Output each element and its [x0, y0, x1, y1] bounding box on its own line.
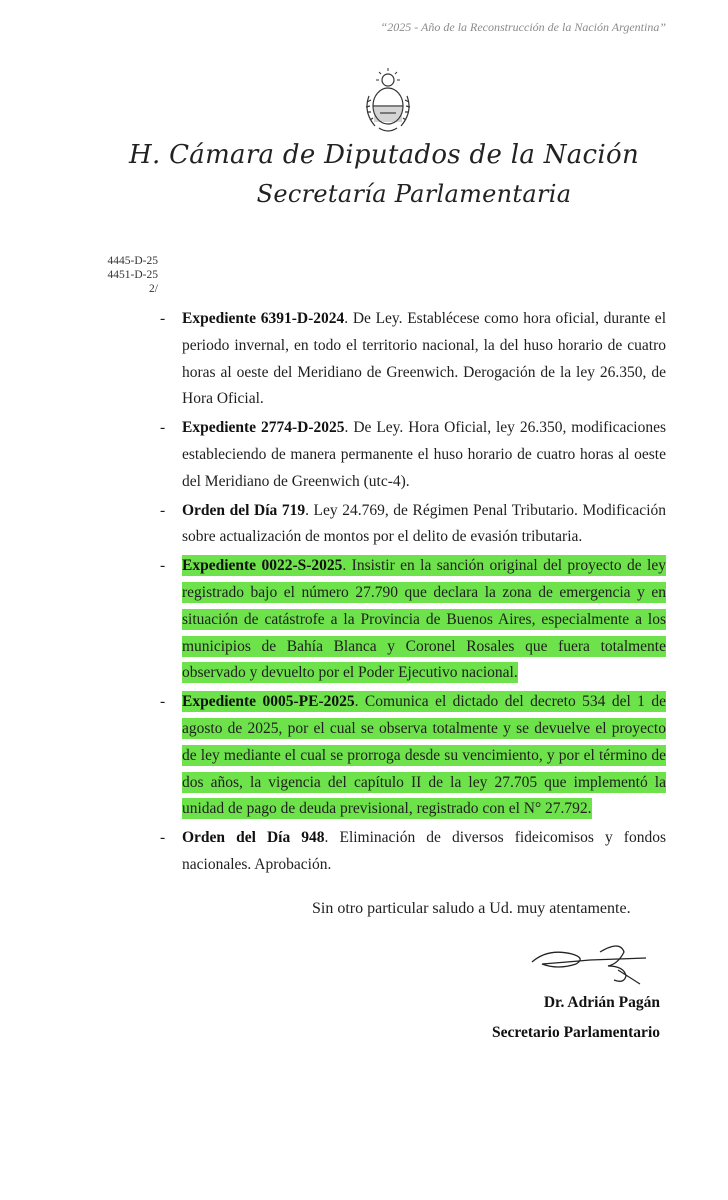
- agenda-item-highlighted: [160, 689, 666, 823]
- institution-heading: H. Cámara de Diputados de la Nación: [128, 140, 640, 170]
- item-text: . De Ley. Hora Oficial, ley 26.350, modificaciones estableciendo de manera permanente el huso horario de cuatro horas al oeste del Meridiano de Greenwich (utc-4).: [182, 419, 666, 490]
- list-bullet: -: [160, 501, 166, 519]
- agenda-item: [160, 415, 666, 495]
- agenda-list: [160, 306, 666, 881]
- item-text: . Insistir en la sanción original del proyecto de ley registrado bajo el número 27.790 que declara la zona de emergencia y en situación de catástrofe a la Provincia de Buenos Aires, especialmente a los municipios de Bahía Blanca y Coronel Rosales que fuera totalmente observado y devuelto por el Poder Ejecutivo nacional.: [182, 557, 666, 682]
- office-heading: Secretaría Parlamentaria: [256, 180, 572, 208]
- item-code: Orden del Día 948: [182, 829, 325, 847]
- page-number: 2/: [149, 283, 158, 295]
- file-reference: 4445-D-25: [107, 255, 158, 267]
- item-code: Expediente 2774-D-2025: [182, 419, 345, 437]
- signer-block: [492, 988, 660, 1048]
- list-bullet: -: [160, 829, 166, 847]
- agenda-item-highlighted: [160, 553, 666, 687]
- national-coat-of-arms-seal: [361, 66, 415, 134]
- agenda-item: [160, 306, 666, 413]
- signer-name: Dr. Adrián Pagán: [543, 994, 660, 1011]
- agenda-item: [160, 825, 666, 879]
- file-references: [88, 254, 158, 296]
- text-highlight: [182, 555, 666, 683]
- list-bullet: -: [160, 419, 166, 437]
- item-text: . Eliminación de diversos fideicomisos y fondos nacionales. Aprobación.: [182, 829, 666, 873]
- list-bullet: -: [160, 557, 166, 575]
- item-code: Expediente 0022-S-2025: [182, 557, 343, 575]
- item-text: . Comunica el dictado del decreto 534 del 1 de agosto de 2025, por el cual se observa totalmente y se devuelve el proyecto de ley mediante el cual se prorroga desde su vencimiento, y por el término de dos años, la vigencia del capítulo II de la ley 27.705 que implementó la unidad de pago de deuda previsional, registrado con el N° 27.792.: [182, 693, 666, 818]
- item-code: Expediente 6391-D-2024: [182, 310, 345, 327]
- agenda-item: [160, 498, 666, 552]
- signer-title: Secretario Parlamentario: [492, 1024, 660, 1041]
- text-highlight: [182, 691, 666, 819]
- handwritten-signature: [528, 940, 648, 990]
- item-code: Expediente 0005-PE-2025: [182, 693, 355, 711]
- list-bullet: -: [160, 693, 166, 711]
- year-motto: “2025 - Año de la Reconstrucción de la Nación Argentina”: [380, 20, 666, 34]
- item-text: . De Ley. Establécese como hora oficial, durante el periodo invernal, en todo el territorio nacional, la del huso horario de cuatro horas al oeste del Meridiano de Greenwich. Derogación de la ley 26.350, de Hora Oficial.: [182, 310, 666, 408]
- item-code: Orden del Día 719: [182, 501, 306, 519]
- file-reference: 4451-D-25: [107, 269, 158, 281]
- closing-salutation: Sin otro particular saludo a Ud. muy atentamente.: [312, 900, 631, 917]
- item-text: . Ley 24.769, de Régimen Penal Tributario. Modificación sobre actualización de montos por el delito de evasión tributaria.: [182, 501, 666, 546]
- list-bullet: -: [160, 310, 166, 327]
